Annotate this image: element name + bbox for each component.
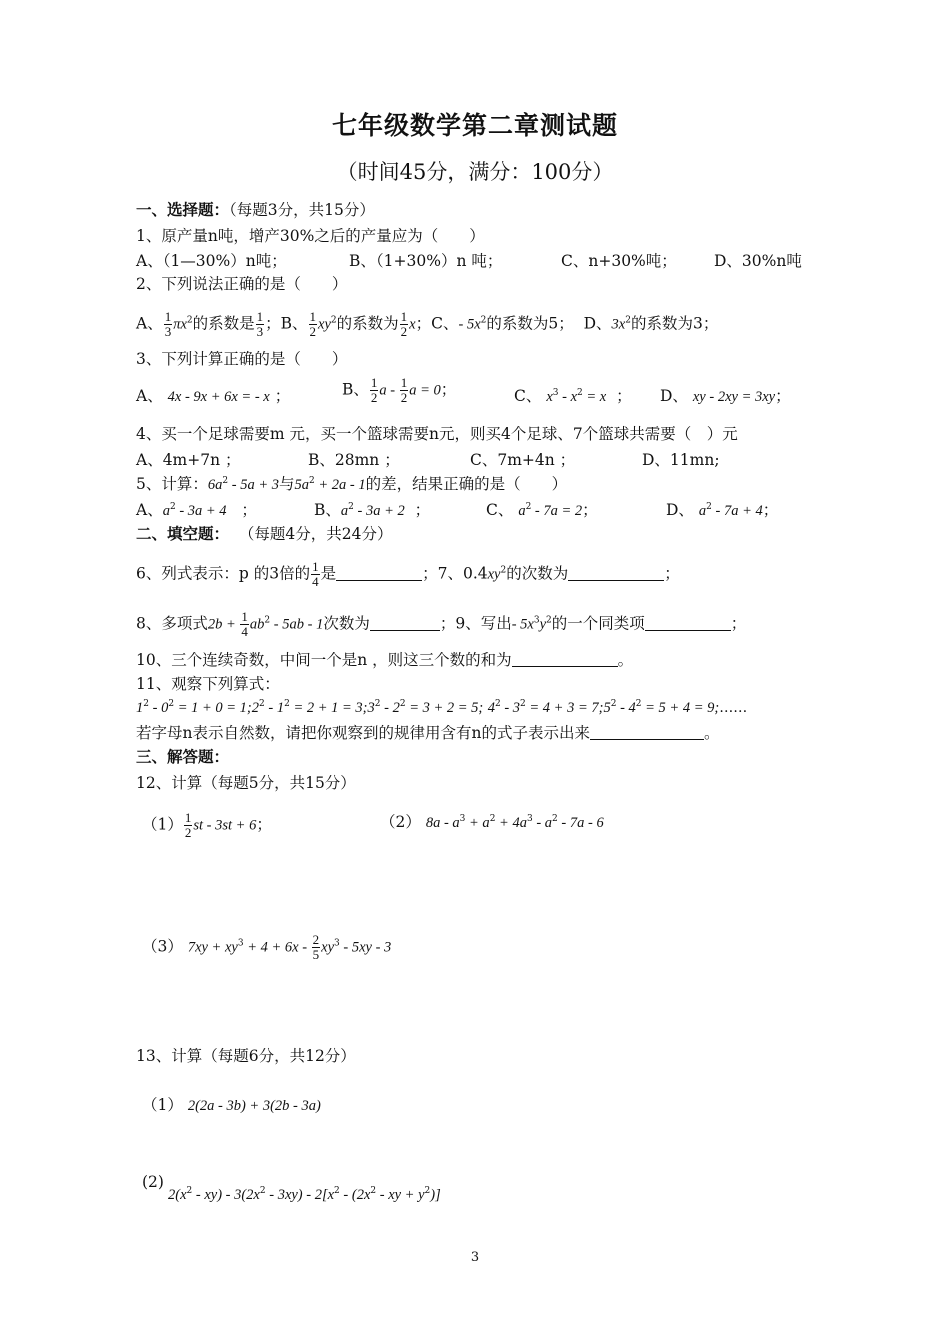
section-3-heading: 三、解答题： bbox=[136, 747, 230, 766]
fraction: $\frac{1}{2}$ bbox=[400, 309, 408, 339]
fraction: $\frac{1}{2}$ bbox=[400, 375, 408, 405]
page-title: 七年级数学第二章测试题 bbox=[331, 111, 618, 140]
question-12-part-3: （3） $7xy + xy^3 + 4 + 6x$ - $\frac{2}{5}$ $xy^3 - 5xy - 3$ bbox=[142, 932, 392, 962]
fraction: $\frac{1}{2}$ bbox=[370, 375, 378, 405]
question-12-part-2: （2） $8a - a^3 + a^2 + 4a^3 - a^2 - 7a - 6$ bbox=[380, 813, 604, 831]
question-13-stem: 13、计算（每题6分，共12分） bbox=[136, 1047, 356, 1065]
question-13-part-1: （1） 2(2a - 3b) + 3(2b - 3a) bbox=[142, 1096, 321, 1114]
fraction: $\frac{1}{3}$ bbox=[164, 309, 172, 339]
question-12-part-1: （1） $\frac{1}{2}$ st - 3st + 6； bbox=[142, 810, 272, 840]
answer-blank[interactable] bbox=[512, 650, 618, 667]
question-2-options: A、 $\frac{1}{3}$ $\pi x^2$的系数是 $\frac{1}{3}$ ；B、 $\frac{1}{2}$ $xy^2$的系数为 $\frac{1}{2}$ x；C、- $5x^2$的系数为5； D、$3x^2$的系数为3； bbox=[136, 309, 719, 339]
fraction: $\frac{2}{5}$ bbox=[312, 932, 320, 962]
fraction: $\frac{1}{3}$ bbox=[256, 309, 264, 339]
fraction: $\frac{1}{4}$ bbox=[312, 559, 319, 589]
answer-blank[interactable] bbox=[336, 564, 422, 581]
question-10: 10、三个连续奇数，中间一个是n ，则这三个数的和为 。 bbox=[136, 651, 634, 669]
question-11-stem: 11、观察下列算式： bbox=[136, 675, 280, 693]
fraction: $\frac{1}{4}$ bbox=[241, 609, 248, 639]
question-6-7: 6、列式表示：p 的3倍的 $\frac{1}{4}$ 是 ；7、$0.4xy^2$的次数为 ； bbox=[136, 559, 680, 589]
question-3-stem: 3、下列计算正确的是（ ） bbox=[136, 350, 348, 368]
page-subtitle: （时间45分，满分：100分） bbox=[336, 160, 614, 184]
section-2-heading: 二、填空题： （每题4分，共24分） bbox=[136, 524, 393, 543]
fraction: $\frac{1}{2}$ bbox=[309, 309, 317, 339]
answer-blank[interactable] bbox=[645, 614, 731, 631]
question-13-part-2-label: (2) bbox=[142, 1173, 164, 1191]
answer-blank[interactable] bbox=[590, 723, 704, 740]
question-11-prompt: 若字母n表示自然数，请把你观察到的规律用含有n的式子表示出来 。 bbox=[136, 724, 720, 742]
question-5-stem: 5、计算：$6a^2 - 5a + 3$与$5a^2 + 2a - 1$的差，结果正确的是（ ） bbox=[136, 475, 568, 493]
question-4-stem: 4、买一个足球需要m 元，买一个篮球需要n元，则买4个足球、7个篮球共需要（ ）元 bbox=[136, 425, 738, 443]
question-2-stem: 2、下列说法正确的是（ ） bbox=[136, 275, 348, 293]
answer-blank[interactable] bbox=[370, 614, 440, 631]
answer-blank[interactable] bbox=[568, 564, 664, 581]
question-1-stem: 1、原产量n吨，增产30%之后的产量应为（ ） bbox=[136, 227, 485, 245]
question-8-9: 8、多项式2b + $\frac{1}{4}$ $ab^2 - 5ab - 1$次数为 ；9、写出- $5x^3y^2$的一个同类项 ； bbox=[136, 609, 747, 639]
question-11-formula: $1^2 - 0^2 = 1 + 0$ = $1;2^2 - 1^2 = 2 + 1$ = $3;3^2 - 2^2 = 3 + 2 = 5$; $4^2 - 3^2 = 4 + 3$ = $7;5^2 - 4^2 = 5 + 4$ = 9;…… bbox=[136, 699, 748, 716]
question-12-stem: 12、计算（每题5分，共15分） bbox=[136, 774, 356, 792]
fraction: $\frac{1}{2}$ bbox=[184, 810, 192, 840]
question-13-part-2: $2(x^2 - xy) - 3(2x^2 - 3xy) - 2[x^2 - (2x^2$ - xy + $y^2$)] bbox=[168, 1186, 441, 1203]
exam-page: 七年级数学第二章测试题 （时间45分，满分：100分） 一、选择题：（每题3分，共15分） 1、原产量n吨，增产30%之后的产量应为（ ） A、（1—30%）n吨； B、（1+30%）n 吨； C、n+30%吨； D、30%n吨 2、下列说法正确的是（ ） A、 $\frac{1}{3}$ $\pi x^2$的系数是 $\frac{1}{3}$ ；B、 $\frac{1}{2}$ $xy^2$的系数为 $\frac{1}{2}$ x；C、- $5x^2$的系数为5； D、$3x^2$的系数为3； 3、下列计算正确的是（ ） A、 4x - 9x + 6x = - x ； B、 $\frac{1}{2}$ a - $\frac{1}{2}$ a = 0； C、 $x^3 - x^2 = x$ ； D、 xy - 2xy = 3xy； 4、买一个足球需要m 元，买一个篮球需要n元，则买4个足球、7个篮球共需要（ ）元 A、4m+7n ； B、28mn ； C、7m+4n ； D、11mn; 5、计算：$6a^2 - 5a + 3$与$5a^2 + 2a - 1$的差，结果正确的是（ ） A、$a^2 - 3a + 4$ ； B、$a^2 - 3a + 2$ ； C、 $a^2 - 7a = 2$； D、 $a^2 - 7a + 4$； 二、填空题： （每题4分，共24分） 6、列式表示：p 的3倍的 $\frac{1}{4}$ 是 ；7、$0.4xy^2$的次数为 ； 8、多项式2b + $\frac{1}{4}$ $ab^2 - 5ab - 1$次数为 ；9、写出- $5x^3y^2$的一个同类项 ； 10、三个连续奇数，中间一个是n ，则这三个数的和为 。 11、观察下列算式： $1^2 - 0^2 = 1 + 0$ = $1;2^2 - 1^2 = 2 + 1$ = $3;3^2 - 2^2 = 3 + 2 = 5$; $4^2 - 3^2 = 4 + 3$ = $7;5^2 - 4^2 = 5 + 4$ = 9;…… 若字母n表示自然数，请把你观察到的规律用含有n的式子表示出来 。 三、解答题： 12、计算（每题5分，共15分） （1） $\frac{1}{2}$ st - 3st + 6； （2） $8a - a^3 + a^2 + 4a^3 - a^2 - 7a - 6$ （3） $7xy + xy^3 + 4 + 6x$ - $\frac{2}{5}$ $xy^3 - 5xy - 3$ 13、计算（每题6分，共12分） （1） 2(2a - 3b) + 3(2b - 3a) (2) $2(x^2 - xy) - 3(2x^2 - 3xy) - 2[x^2 - (2x^2$ - xy + $y^2$)] 3 bbox=[0, 0, 950, 1344]
page-number: 3 bbox=[470, 1250, 480, 1265]
section-1-heading: 一、选择题：（每题3分，共15分） bbox=[136, 200, 375, 219]
